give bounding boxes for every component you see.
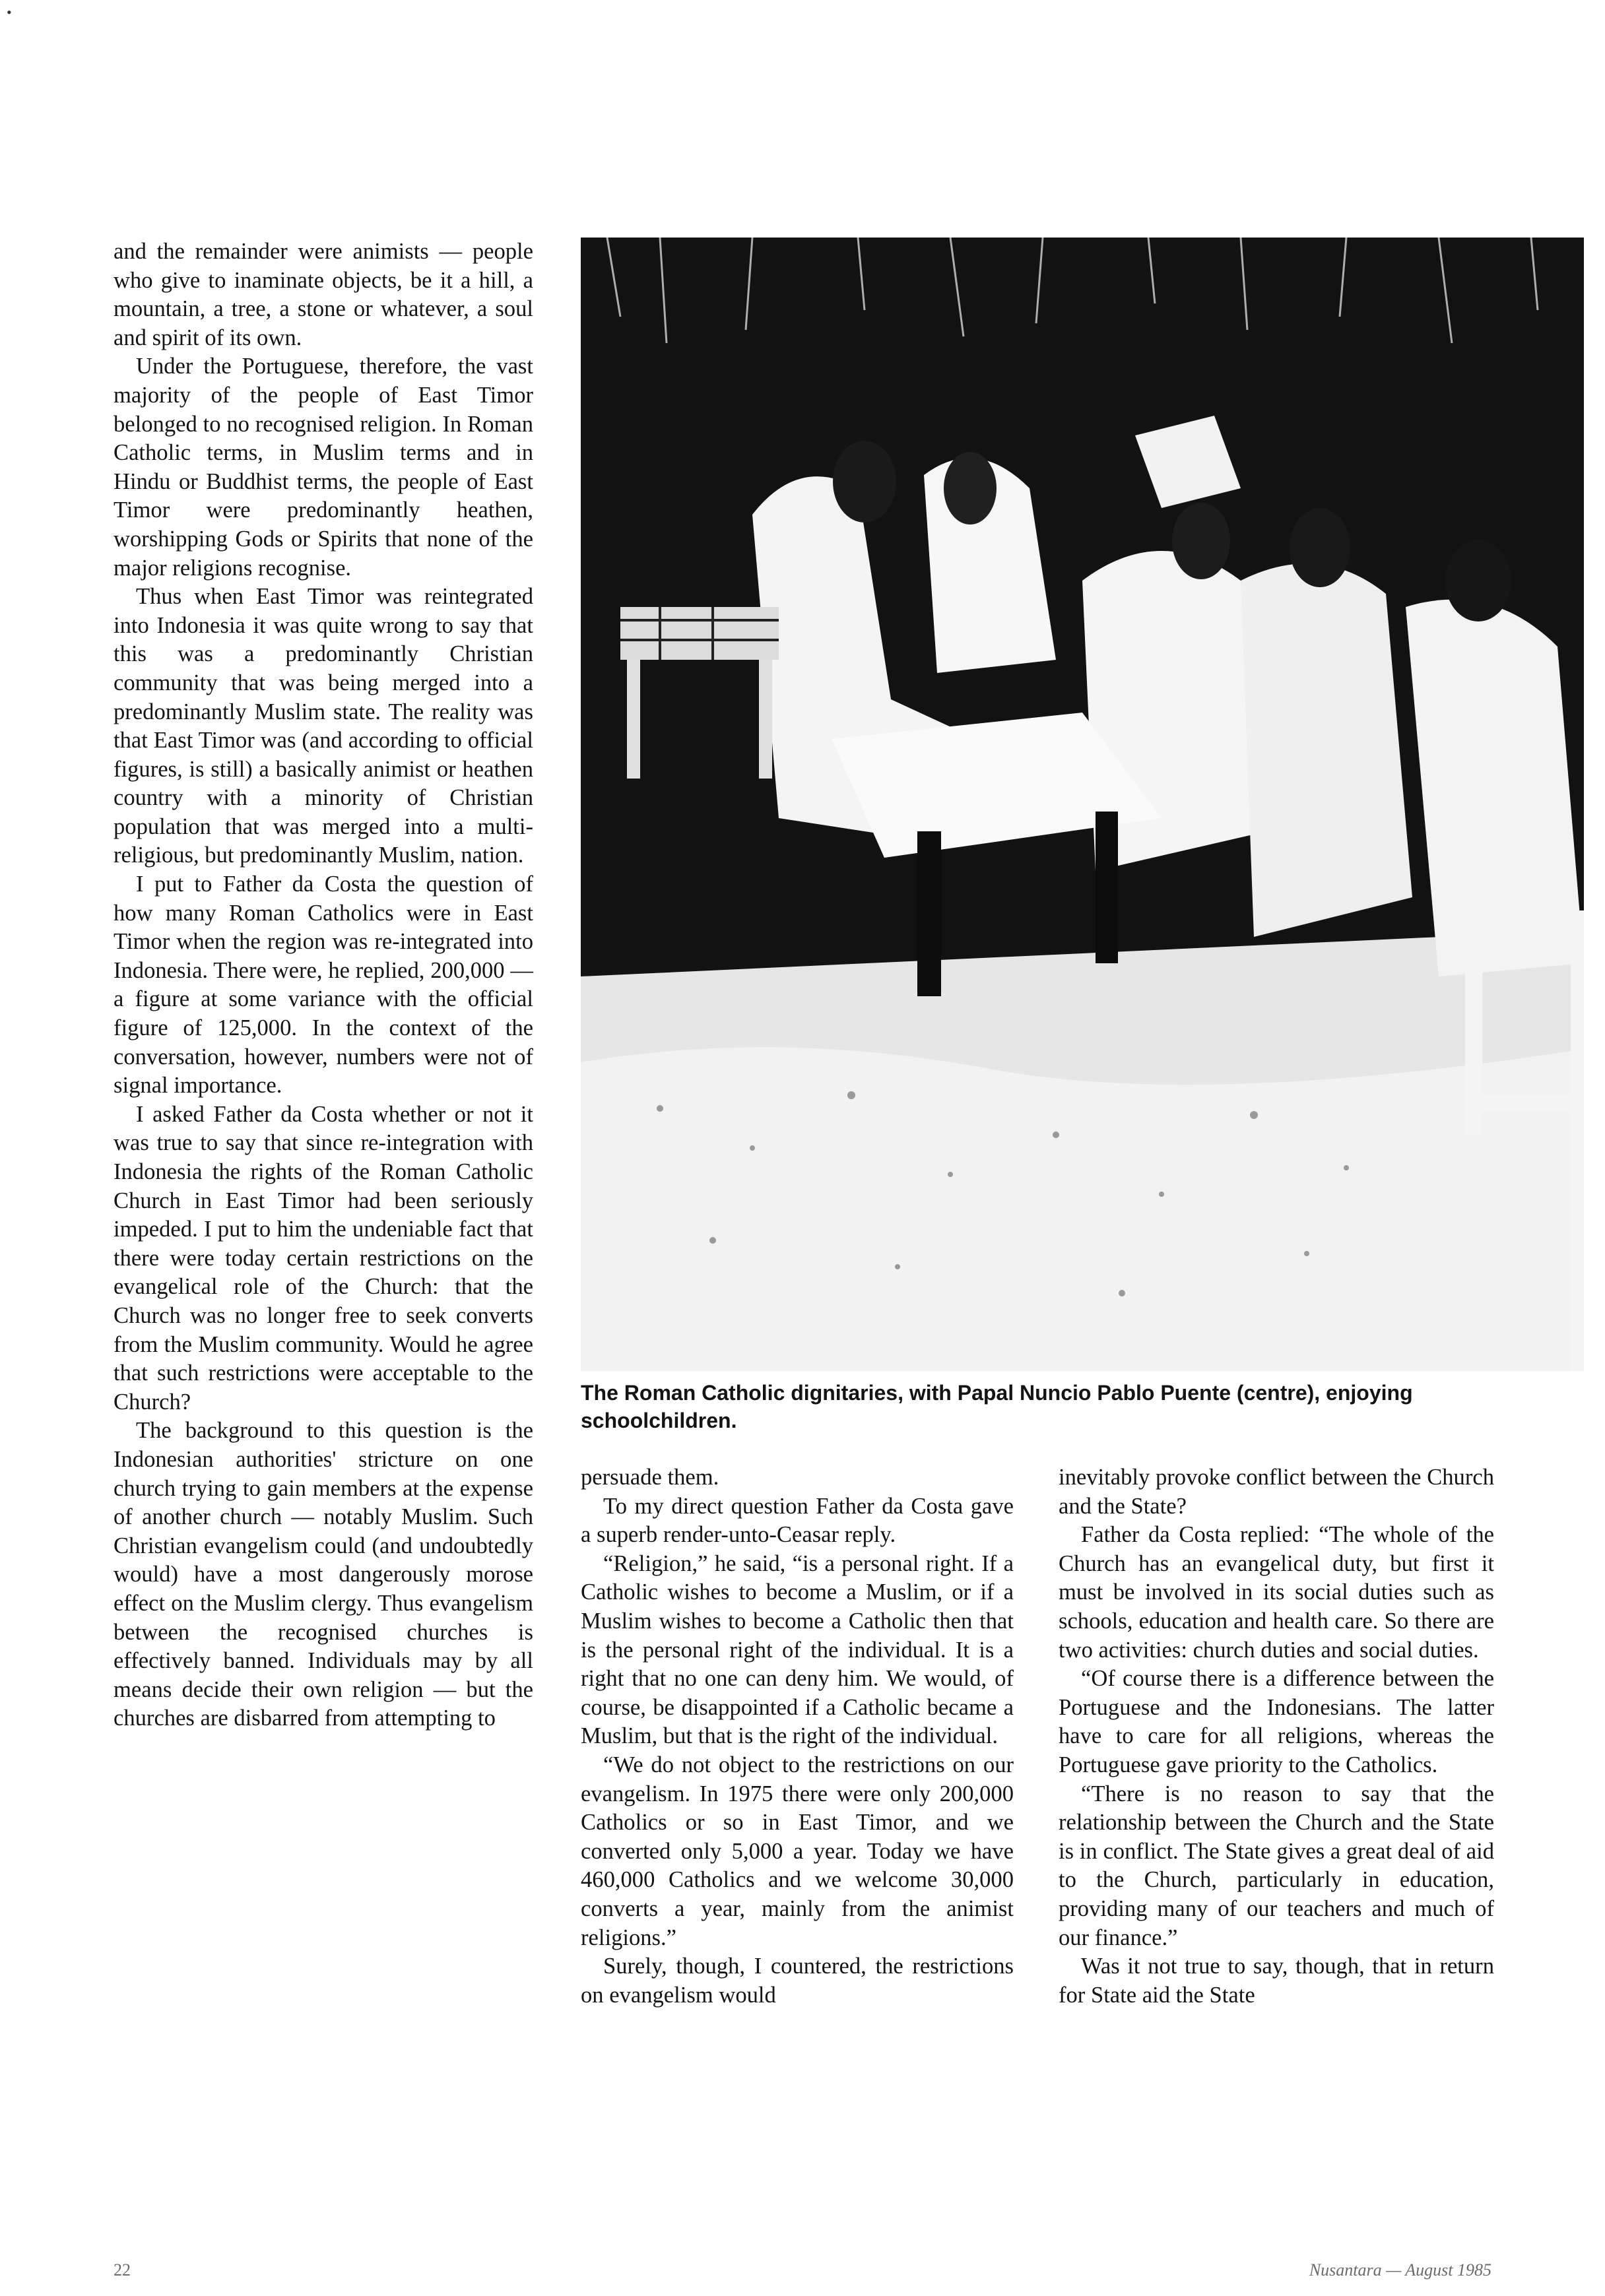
article-column-1 <box>114 238 533 1733</box>
article-column-2 <box>581 1463 1014 2010</box>
paragraph: To my direct question Father da Costa gave a superb render-unto-Ceasar reply. <box>581 1493 1014 1548</box>
paragraph: I asked Father da Costa whether or not it was true to say that since re-integration with Indonesia the rights of the Roman Catholic Church in East Timor had been seriously impeded. I put to him the undeniable fact that there were today certain restrictions on the evangelical role of the Church: that the Church was no longer free to seek converts from the Muslim community. Would he agree that such restrictions were acceptable to the Church? <box>114 1101 533 1415</box>
paragraph: Under the Portuguese, therefore, the vast majority of the people of East Timor belonged to no recognised religion. In Roman Catholic terms, in Muslim terms and in Hindu or Buddhist terms, the people of East Timor were predominantly heathen, worshipping Gods or Spirits that none of the major religions recognise. <box>114 354 533 581</box>
paragraph: Thus when East Timor was reintegrated into Indonesia it was quite wrong to say that this was a predominantly Christian community that was being merged into a predominantly Muslim state. The reality was that East Timor was (and according to official figures, is still) a basically animist or heathen country with a minority of Christian population that was merged into a multi-religious, but predominantly Muslim, nation. <box>114 584 533 868</box>
paragraph: “We do not object to the restrictions on our evangelism. In 1975 there were only 200,000 Catholics or so in East Timor, and we converted only 5,000 a year. Today we have 460,000 Catholics and we welcome 30,000 converts a year, mainly from the animist religions.” <box>581 1752 1014 1950</box>
paragraph: I put to Father da Costa the question of how many Roman Catholics were in East Timor when the region was re-integrated into Indonesia. There were, he replied, 200,000 — a figure at some variance with the official figure of 125,000. In the context of the conversation, however, numbers were not of signal importance. <box>114 872 533 1099</box>
scan-corner-mark: • <box>7 4 12 20</box>
caption-line: The Roman Catholic dignitaries, with Papal Nuncio Pablo Puente (centre), enjoying <box>581 1381 1413 1405</box>
paragraph: and the remainder were animists — people who give to inaminate objects, be it a hill, a mountain, a tree, a stone or whatever, a soul and spirit of its own. <box>114 239 533 350</box>
paragraph: Father da Costa replied: “The whole of the Church has an evangelical duty, but first it must be involved in its social duties such as schools, education and health care. So there are two activities: church duties and social duties. <box>1059 1522 1494 1663</box>
paragraph: The background to this question is the Indonesian authorities' stricture on one church trying to gain members at the expense of another church — notably Muslim. Such Christian evangelism could (and undoubtedly would) have a most dangerously morose effect on the Muslim clergy. Thus evangelism between the recognised churches is effectively banned. Individuals may by all means decide their own religion — but the churches are disbarred from attempting to <box>114 1418 533 1731</box>
paragraph: “Of course there is a difference between the Portuguese and the Indonesians. The latter have to care for all religions, whereas the Portuguese gave priority to the Catholics. <box>1059 1666 1494 1777</box>
caption-line: schoolchildren. <box>581 1409 737 1432</box>
page-number: 22 <box>114 2260 131 2280</box>
photo-illustration <box>581 238 1584 1371</box>
paragraph: Surely, though, I countered, the restrictions on evangelism would <box>581 1954 1014 2008</box>
photo-caption <box>581 1379 1597 1434</box>
paragraph: persuade them. <box>581 1465 719 1490</box>
article-column-3 <box>1059 1463 1494 2010</box>
footer-publication-credit: Nusantara — August 1985 <box>1309 2260 1491 2280</box>
paragraph: inevitably provoke conflict between the Church and the State? <box>1059 1465 1494 1519</box>
photo-dignitaries <box>581 238 1584 1371</box>
paragraph: “There is no reason to say that the relationship between the Church and the State is in conflict. The State gives a great deal of aid to the Church, particularly in education, providing many of our teachers and much of our finance.” <box>1059 1781 1494 1950</box>
paragraph: “Religion,” he said, “is a personal right. If a Catholic wishes to become a Muslim, or if a Muslim wishes to become a Catholic then that is the personal right of the individual. It is a right that no one can deny him. We would, of course, be disappointed if a Catholic became a Muslim, but that is the right of the individual. <box>581 1550 1014 1749</box>
paragraph: Was it not true to say, though, that in return for State aid the State <box>1059 1954 1494 2008</box>
